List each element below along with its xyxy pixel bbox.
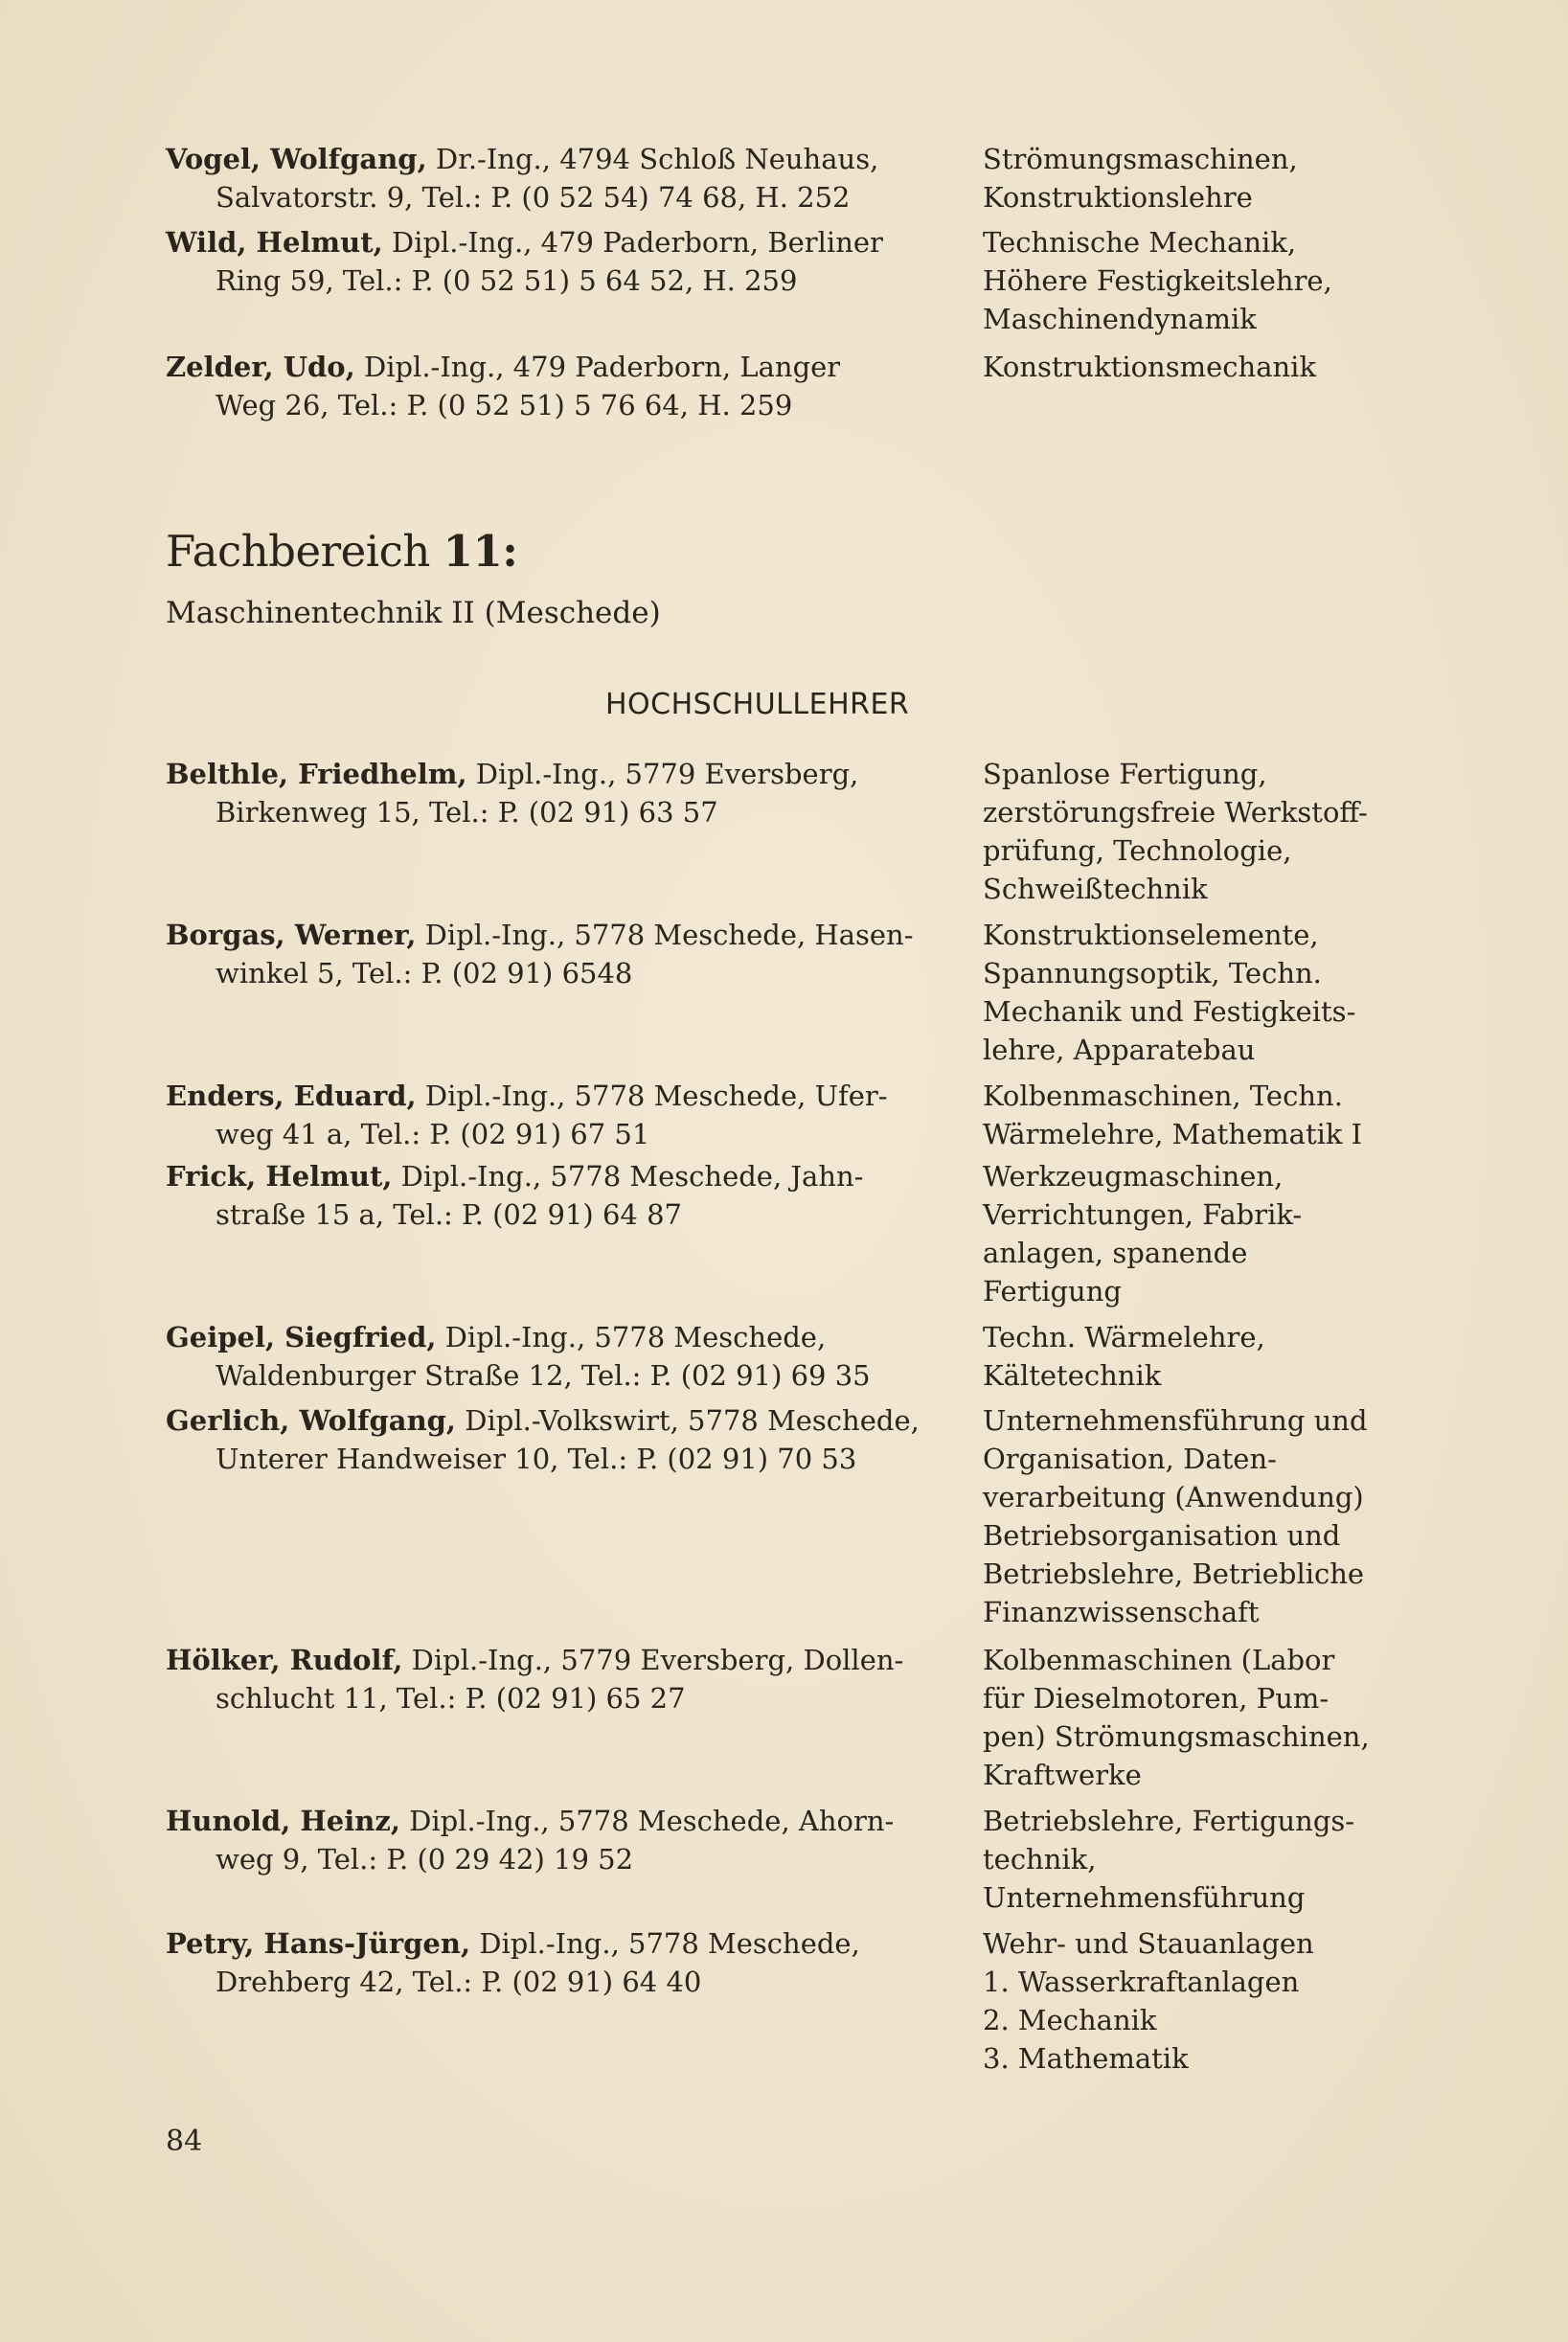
entry-name: Enders, Eduard, [166, 1080, 417, 1112]
entry-address: Vogel, Wolfgang, Dr.-Ing., 4794 Schloß Neuhaus, Salvatorstr. 9, Tel.: P. (0 52 54) 74 68, H. 252 [166, 143, 879, 214]
entry-subjects: Konstruktionsmechanik [983, 351, 1317, 383]
document-page: Vogel, Wolfgang, Dr.-Ing., 4794 Schloß Neuhaus, Salvatorstr. 9, Tel.: P. (0 52 54) 74 68, H. 252 Strömungsmaschinen, Konstruktionslehre Wild, Helmut, Dipl.-Ing., 479 Paderborn, Berliner Ring 59, Tel.: P. (0 52 51) 5 64 52, H. 259 Technische Mechanik, Höhere Festigkeitslehre, Maschinendynamik Zelder, Udo, Dipl.-Ing., 479 Paderborn, Langer Weg 26, Tel.: P. (0 52 51) 5 76 64, H. 259 Konstruktionsmechanik Fachbereich 11: Maschinentechnik II (Meschede) HOCHSCHULLEHRER Belthle, Friedhelm, Dipl.-Ing., 5779 Eversberg, Birkenweg 15, Tel.: P. (02 91) 63 57 Spanlose Fertigung, zerstörungsfreie Werkstoff- prüfung, Technologie, Schweißtechnik Borgas, Werner, Dipl.-Ing., 5778 Meschede, Hasen- winkel 5, Tel.: P. (02 91) 6548 Konstruktionselemente, Spannungsoptik, Techn. Mechanik und Festigkeits- lehre, Apparatebau Enders, Eduard, Dipl.-Ing., 5778 Meschede, Ufer- weg 41 a, Tel.: P. (02 91) 67 51 Kolbenmaschinen, Techn. Wärmelehre, Mathematik I Frick, Helmut, Dipl.-Ing., 5778 Meschede, Jahn- straße 15 a, Tel.: P. (02 91) 64 87 Werkzeugmaschinen, Verrichtungen, Fabrik- anlagen, spanende Fertigung Geipel, Siegfried, Dipl.-Ing., 5778 Meschede, Waldenburger Straße 12, Tel.: P. (02 91) 69 35 Techn. Wärmelehre, Kältetechnik Gerlich, Wolfgang, Dipl.-Volkswirt, 5778 Meschede, Unterer Handweiser 10, Tel.: P. (02 91) 70 53 Unternehmensführung und Organisation, Daten- verarbeitung (Anwendung) Betriebsorganisation und Betriebslehre, Betriebliche Finanzwissenschaft Hölker, Rudolf, Dipl.-Ing., 5779 Eversberg, Dollen- schlucht 11, Tel.: P. (02 91) 65 27 Kolbenmaschinen (Labor für Dieselmotoren, Pum- pen) Strömungsmaschinen, Kraftwerke Hunold, Heinz, Dipl.-Ing., 5778 Meschede, Ahorn- weg 9, Tel.: P. (0 29 42) 19 52 Betriebslehre, Fertigungs- technik, Unternehmensführung Petry, Hans-Jürgen, Dipl.-Ing., 5778 Meschede, Drehberg 42, Tel.: P. (02 91) 64 40 Wehr- und Stauanlagen 1. Wasserkraftanlagen 2. Mechanik 3. Mathematik 84 [0, 0, 1568, 2342]
entry-name: Petry, Hans-Jürgen, [166, 1927, 471, 1960]
entry-subjects: Konstruktionselemente, Spannungsoptik, Techn. Mechanik und Festigkeits- lehre, Apparatebau [983, 919, 1356, 1066]
entry-name: Zelder, Udo, [166, 351, 355, 383]
entry-subjects: Betriebslehre, Fertigungs- technik, Unternehmensführung [983, 1805, 1355, 1914]
entry-subjects: Werkzeugmaschinen, Verrichtungen, Fabrik- anlagen, spanende Fertigung [983, 1160, 1303, 1307]
entry-address: Belthle, Friedhelm, Dipl.-Ing., 5779 Eversberg, Birkenweg 15, Tel.: P. (02 91) 63 57 [166, 758, 859, 829]
section-title: Fachbereich 11: [166, 526, 518, 577]
entry-address: Petry, Hans-Jürgen, Dipl.-Ing., 5778 Meschede, Drehberg 42, Tel.: P. (02 91) 64 40 [166, 1927, 860, 1998]
entry-address: Hölker, Rudolf, Dipl.-Ing., 5779 Eversberg, Dollen- schlucht 11, Tel.: P. (02 91) 65 27 [166, 1644, 904, 1715]
entry-subjects: Techn. Wärmelehre, Kältetechnik [983, 1321, 1265, 1392]
page-number: 84 [166, 2125, 203, 2158]
entry-name: Hunold, Heinz, [166, 1805, 400, 1837]
entry-address: Wild, Helmut, Dipl.-Ing., 479 Paderborn, Berliner Ring 59, Tel.: P. (0 52 51) 5 64 52, H. 259 [166, 226, 883, 297]
entry-name: Gerlich, Wolfgang, [166, 1404, 457, 1437]
section-subtitle: Maschinentechnik II (Meschede) [166, 596, 661, 630]
entry-address: Borgas, Werner, Dipl.-Ing., 5778 Meschede, Hasen- winkel 5, Tel.: P. (02 91) 6548 [166, 919, 914, 989]
entry-subjects: Wehr- und Stauanlagen 1. Wasserkraftanlagen 2. Mechanik 3. Mathematik [983, 1927, 1314, 2075]
entry-subjects: Spanlose Fertigung, zerstörungsfreie Werkstoff- prüfung, Technologie, Schweißtechnik [983, 758, 1368, 905]
entry-name: Wild, Helmut, [166, 226, 383, 259]
entry-name: Hölker, Rudolf, [166, 1644, 403, 1676]
entry-name: Geipel, Siegfried, [166, 1321, 437, 1353]
entry-name: Frick, Helmut, [166, 1160, 393, 1193]
entry-name: Borgas, Werner, [166, 919, 417, 951]
entry-address: Geipel, Siegfried, Dipl.-Ing., 5778 Meschede, Waldenburger Straße 12, Tel.: P. (02 91) 69 35 [166, 1321, 871, 1392]
entry-name: Vogel, Wolfgang, [166, 143, 427, 175]
entry-address: Zelder, Udo, Dipl.-Ing., 479 Paderborn, Langer Weg 26, Tel.: P. (0 52 51) 5 76 64, H. 259 [166, 351, 841, 421]
entry-subjects: Strömungsmaschinen, Konstruktionslehre [983, 143, 1298, 214]
entry-address: Hunold, Heinz, Dipl.-Ing., 5778 Meschede, Ahorn- weg 9, Tel.: P. (0 29 42) 19 52 [166, 1805, 895, 1876]
entry-address: Frick, Helmut, Dipl.-Ing., 5778 Meschede, Jahn- straße 15 a, Tel.: P. (02 91) 64 87 [166, 1160, 864, 1231]
entry-subjects: Unternehmensführung und Organisation, Daten- verarbeitung (Anwendung) Betriebsorganisation und Betriebslehre, Betriebliche Finanzwissenschaft [983, 1404, 1368, 1628]
entry-address: Enders, Eduard, Dipl.-Ing., 5778 Meschede, Ufer- weg 41 a, Tel.: P. (02 91) 67 51 [166, 1080, 888, 1150]
entry-name: Belthle, Friedhelm, [166, 758, 467, 790]
entry-subjects: Kolbenmaschinen, Techn. Wärmelehre, Mathematik I [983, 1080, 1363, 1150]
entry-address: Gerlich, Wolfgang, Dipl.-Volkswirt, 5778 Meschede, Unterer Handweiser 10, Tel.: P. (02 91) 70 53 [166, 1404, 920, 1475]
entry-subjects: Kolbenmaschinen (Labor für Dieselmotoren, Pum- pen) Strömungsmaschinen, Kraftwerke [983, 1644, 1370, 1791]
entry-subjects: Technische Mechanik, Höhere Festigkeitslehre, Maschinendynamik [983, 226, 1332, 335]
